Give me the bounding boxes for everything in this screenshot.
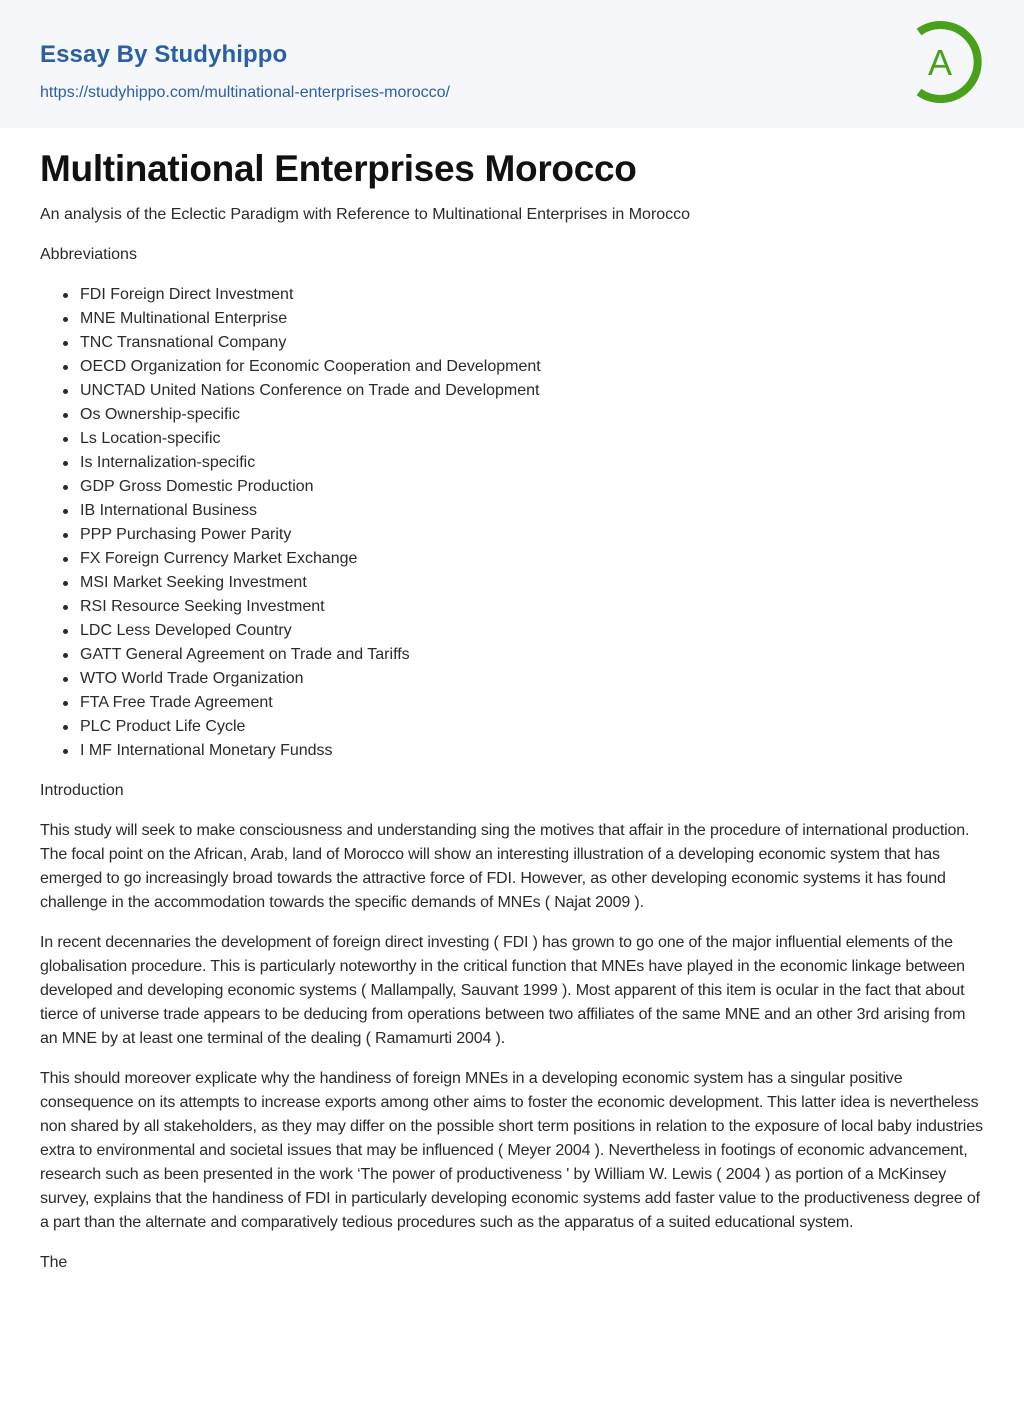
list-item: RSI Resource Seeking Investment — [80, 595, 984, 619]
list-item: PLC Product Life Cycle — [80, 715, 984, 739]
paragraph: This study will seek to make consciousness and understanding sing the motives that affair in the procedure of international production. The focal point on the African, Arab, land of Morocco will show an interesting illustration of a developing economic system that has emerged to go increasingly broad towards the attractive force of FDI. However, as other developing economic systems it has found challenge in the accommodation towards the specific demands of MNEs ( Najat 2009 ). — [40, 822, 970, 911]
site-brand[interactable]: Essay By Studyhippo — [40, 41, 288, 68]
list-item: IB International Business — [80, 499, 984, 523]
paragraph: In recent decennaries the development of foreign direct investing ( FDI ) has grown to go one of the major influential elements of the globalisation procedure. This is particularly noteworthy in the critical function that MNEs have played in the economic linkage between developed and developing economic systems ( Mallampally, Sauvant 1999 ). Most apparent of this item is ocular in the fact that about tierce of universe trade appears to be deducing from operations between two affiliates of the same MNE and an other 3rd arising from an MNE by at least one terminal of the dealing ( Ramamurti 2004 ). — [40, 934, 966, 1047]
list-item: GDP Gross Domestic Production — [80, 475, 984, 499]
list-item: Ls Location-specific — [80, 427, 984, 451]
article-subtitle: An analysis of the Eclectic Paradigm with Reference to Multinational Enterprises in Morocco — [40, 206, 691, 223]
studyhippo-logo-icon[interactable] — [912, 19, 986, 105]
page-title: Multinational Enterprises Morocco — [40, 148, 637, 189]
list-item: PPP Purchasing Power Parity — [80, 523, 984, 547]
paragraph: The — [40, 1254, 68, 1271]
abbreviations-list — [40, 283, 984, 763]
list-item: OECD Organization for Economic Cooperation and Development — [80, 355, 984, 379]
logo-letter: A — [927, 42, 953, 83]
abbreviations-heading: Abbreviations — [40, 246, 137, 263]
list-item: I MF International Monetary Fundss — [80, 739, 984, 763]
list-item: MNE Multinational Enterprise — [80, 307, 984, 331]
list-item: TNC Transnational Company — [80, 331, 984, 355]
list-item: Os Ownership-specific — [80, 403, 984, 427]
list-item: GATT General Agreement on Trade and Tariffs — [80, 643, 984, 667]
list-item: FX Foreign Currency Market Exchange — [80, 547, 984, 571]
list-item: WTO World Trade Organization — [80, 667, 984, 691]
essay-url-link[interactable]: https://studyhippo.com/multinational-enterprises-morocco/ — [40, 84, 450, 101]
article-content — [0, 147, 1024, 1275]
list-item: MSI Market Seeking Investment — [80, 571, 984, 595]
list-item: Is Internalization-specific — [80, 451, 984, 475]
list-item: FTA Free Trade Agreement — [80, 691, 984, 715]
paragraph: This should moreover explicate why the handiness of foreign MNEs in a developing economic system has a singular positive consequence on its attempts to increase exports among other aims to foster the economic development. This latter idea is nevertheless non shared by all stakeholders, as they may differ on the possible short term positions in relation to the exposure of local baby industries extra to environmental and societal issues that may be influenced ( Meyer 2004 ). Nevertheless in footings of economic advancement, research such as been presented in the work ‘The power of productiveness ' by William W. Lewis ( 2004 ) as portion of a McKinsey survey, explains that the handiness of FDI in particularly developing economic systems add faster value to the productiveness degree of a part than the alternate and comparatively tedious procedures such as the apparatus of a suited educational system. — [40, 1070, 983, 1231]
introduction-heading: Introduction — [40, 782, 124, 799]
site-header — [0, 0, 1024, 128]
list-item: UNCTAD United Nations Conference on Trade and Development — [80, 379, 984, 403]
list-item: FDI Foreign Direct Investment — [80, 283, 984, 307]
list-item: LDC Less Developed Country — [80, 619, 984, 643]
